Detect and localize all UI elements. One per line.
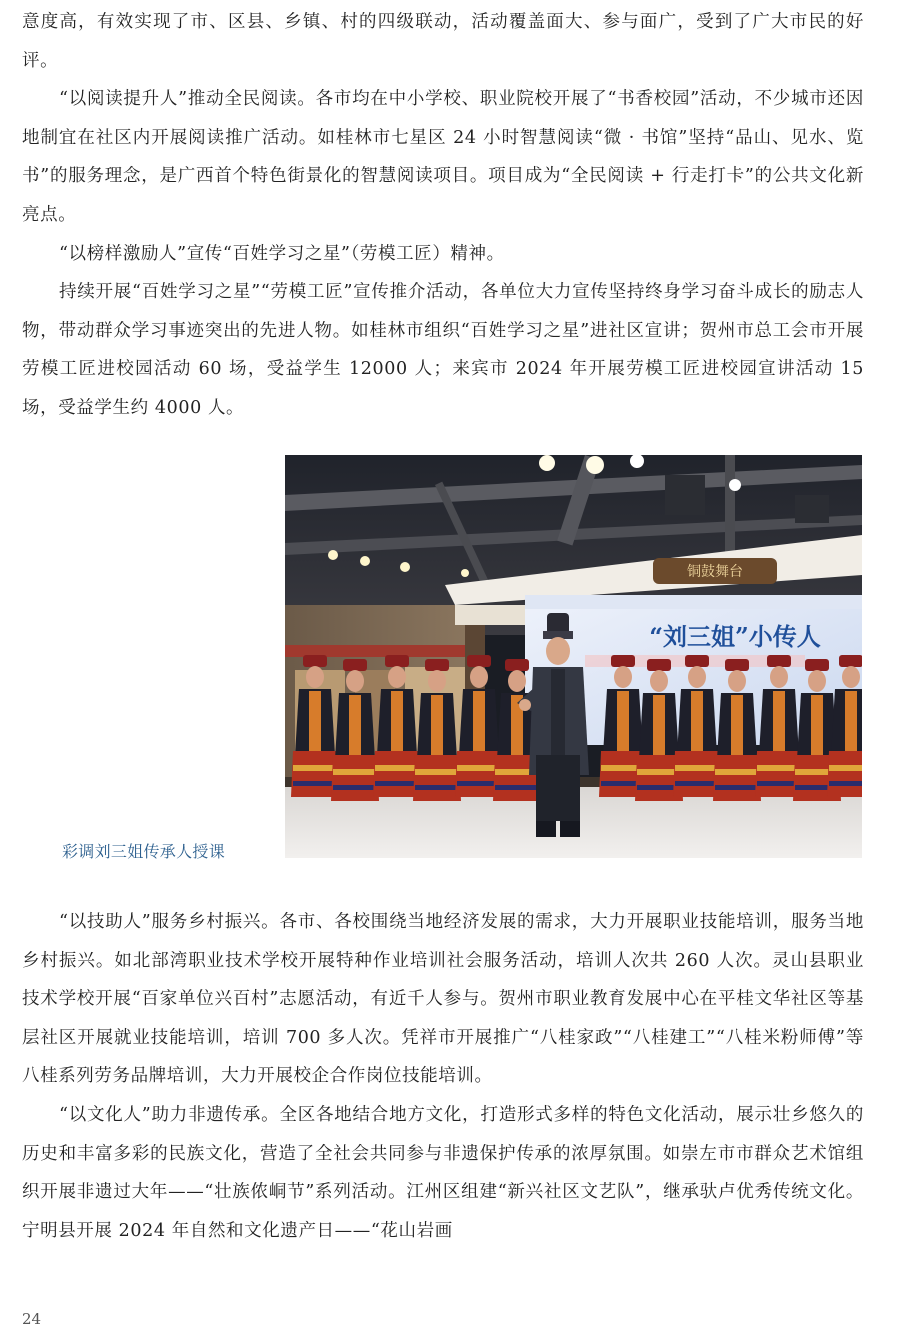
- stage-light: [539, 455, 555, 471]
- backdrop-screen-title: “刘三姐”小传人: [649, 622, 821, 651]
- paragraph-culture: “以文化人”助力非遗传承。全区各地结合地方文化，打造形式多样的特色文化活动，展示壮乡悠久的历史和丰富多彩的民族文化，营造了全社会共同参与非遗保护传承的浓厚氛围。如崇左市市群众艺术馆组织开展非遗过大年——“壮族侬峒节”系列活动。江州区组建“新兴社区文艺队”，继承驮卢优秀传统文化。宁明县开展 2024 年自然和文化遗产日——“花山岩画: [22, 1104, 864, 1241]
- photo-caption: 彩调刘三姐传承人授课: [62, 842, 226, 861]
- paragraph-continuation: 意度高，有效实现了市、区县、乡镇、村的四级联动，活动覆盖面大、参与面广，受到了广大市民的好评。: [22, 12, 864, 71]
- stage-light: [729, 479, 741, 491]
- text-block-top: [22, 3, 864, 428]
- stage-light: [328, 550, 338, 560]
- paragraph-skills: “以技助人”服务乡村振兴。各市、各校围绕当地经济发展的需求，大力开展职业技能培训，服务当地乡村振兴。如北部湾职业技术学校开展特种作业培训社会服务活动，培训人次共 260 人次。灵山县职业技术学校开展“百家单位兴百村”志愿活动，有近千人参与。贺州市职业教育发展中心在平桂文华社区等基层社区开展就业技能培训，培训 700 多人次。凭祥市开展推广“八桂家政”“八桂建工”“八桂米粉师傅”等八桂系列劳务品牌培训，大力开展校企合作岗位技能培训。: [22, 912, 864, 1087]
- stage-light: [400, 562, 410, 572]
- stage-light: [461, 569, 469, 577]
- stage-sign-text: 铜鼓舞台: [687, 564, 743, 580]
- paragraph-role-model-heading: “以榜样激励人”宣传“百姓学习之星”（劳模工匠）精神。: [59, 243, 505, 264]
- paragraph-role-model: 持续开展“百姓学习之星”“劳模工匠”宣传推介活动，各单位大力宣传坚持终身学习奋斗成长的励志人物，带动群众学习事迹突出的先进人物。如桂林市组织“百姓学习之星”进社区宣讲；贺州市总工会市开展劳模工匠进校园活动 60 场，受益学生 12000 人；来宾市 2024 年开展劳模工匠进校园宣讲活动 15 场，受益学生约 4000 人。: [22, 282, 864, 418]
- paragraph-reading: “以阅读提升人”推动全民阅读。各市均在中小学校、职业院校开展了“书香校园”活动，不少城市还因地制宜在社区内开展阅读推广活动。如桂林市七星区 24 小时智慧阅读“微 · 书馆”坚持“品山、见水、览书”的服务理念，是广西首个特色街景化的智慧阅读项目。项目成为“全民阅读 + 行走打卡”的公共文化新亮点。: [22, 89, 864, 225]
- page-number: 24: [22, 1310, 42, 1328]
- text-block-bottom: [22, 903, 864, 1250]
- performance-photo: [285, 455, 862, 858]
- stage-light: [360, 556, 370, 566]
- stage-light: [586, 456, 604, 474]
